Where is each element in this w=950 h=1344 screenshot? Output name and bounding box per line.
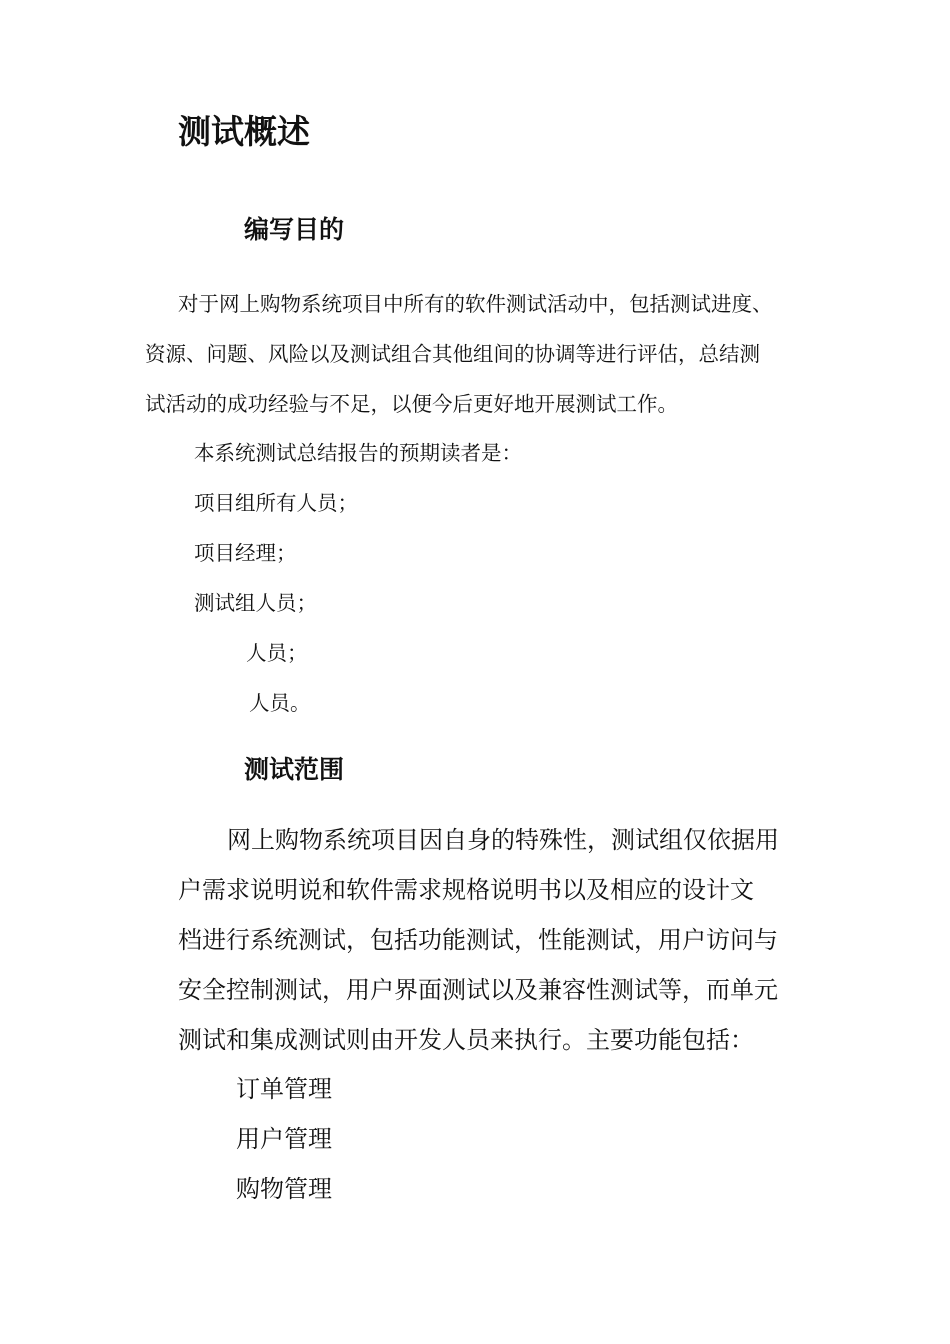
section-title: 测试概述 [178,112,310,151]
paragraph-line: 测试和集成测试则由开发人员来执行。主要功能包括： [178,1026,754,1054]
paragraph-line: 网上购物系统项目因自身的特殊性，测试组仅依据用 [227,826,779,854]
list-item: 人员； [246,641,308,665]
paragraph-line: 档进行系统测试，包括功能测试，性能测试，用户访问与 [178,926,778,954]
list-item: 测试组人员； [194,591,317,615]
readers-intro: 本系统测试总结报告的预期读者是： [194,441,522,465]
list-item: 项目组所有人员； [194,491,358,515]
paragraph-line: 资源、问题、风险以及测试组合其他组间的协调等进行评估，总结测 [145,342,760,366]
paragraph-line: 试活动的成功经验与不足，以便今后更好地开展测试工作。 [145,392,678,416]
paragraph-line: 对于网上购物系统项目中所有的软件测试活动中，包括测试进度、 [178,292,773,316]
scope-heading: 测试范围 [244,755,345,784]
list-item: 订单管理 [236,1075,332,1103]
list-item: 用户管理 [236,1125,332,1153]
list-item: 项目经理； [194,541,297,565]
list-item: 购物管理 [236,1175,332,1203]
list-item: 人员。 [249,691,311,715]
purpose-heading: 编写目的 [244,215,345,244]
paragraph-line: 户需求说明说和软件需求规格说明书以及相应的设计文 [178,876,754,904]
paragraph-line: 安全控制测试，用户界面测试以及兼容性测试等，而单元 [178,976,778,1004]
